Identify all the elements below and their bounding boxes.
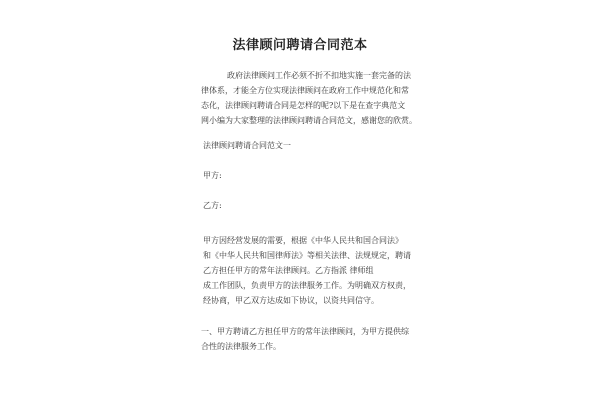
clause-line: 合性的法律服务工作。 xyxy=(201,342,281,351)
document-title: 法律顾问聘请合同范本 xyxy=(232,38,368,53)
clause-line: 一、甲方聘请乙方担任甲方的常年法律顾问，为甲方提供综 xyxy=(201,327,409,336)
body-line: 甲方因经营发展的需要，根据《中华人民共和国合同法》 xyxy=(203,236,403,245)
party-a-label: 甲方: xyxy=(203,171,222,180)
section-heading: 法律顾问聘请合同范文一 xyxy=(203,141,291,150)
contract-body-paragraph xyxy=(203,233,411,308)
intro-line: 网小编为大家整理的法律顾问聘请合同范文，感谢您的欣赏。 xyxy=(201,116,417,125)
intro-line: 政府法律顾问工作必须不折不扣地实施一套完备的法 xyxy=(227,71,411,80)
body-line: 成工作团队，负责甲方的法律服务工作。为明确双方权责， xyxy=(203,281,411,290)
body-line: 经协商，甲乙双方达成如下协议，以资共同信守。 xyxy=(203,296,379,305)
clause-one-paragraph xyxy=(201,324,409,354)
body-line: 乙方担任甲方的常年法律顾问。乙方指派 律师组 xyxy=(203,266,374,275)
body-line: 和《中华人民共和国律师法》等相关法律、法规规定，聘请 xyxy=(203,251,411,260)
intro-line: 态化，法律顾问聘请合同是怎样的呢?以下是在查字典范文 xyxy=(201,101,406,110)
intro-paragraph xyxy=(201,68,417,128)
intro-line: 律体系，才能全方位实现法律顾问在政府工作中规范化和常 xyxy=(201,86,409,95)
party-b-label: 乙方: xyxy=(203,201,222,210)
